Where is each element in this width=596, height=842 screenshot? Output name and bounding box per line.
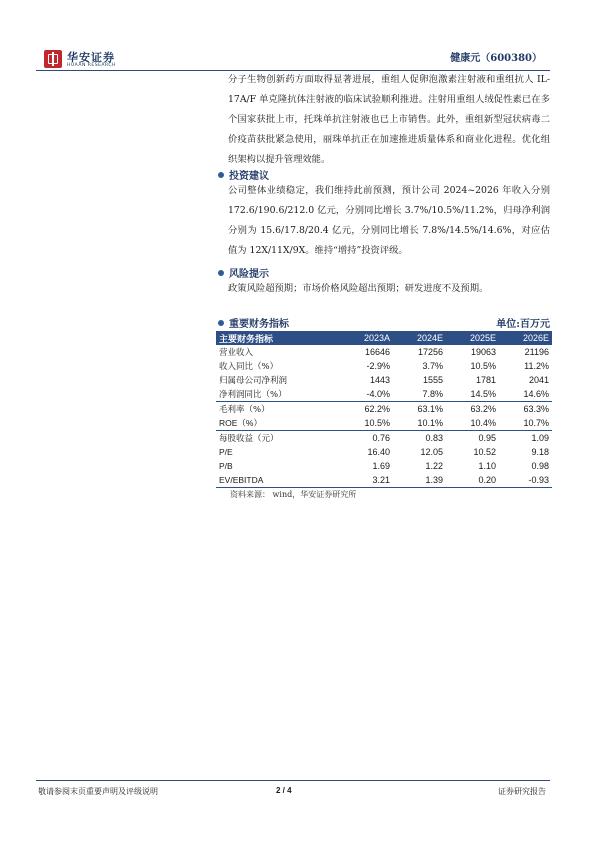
- bullet-icon: [218, 172, 224, 178]
- page-number: 2 / 4: [276, 786, 292, 795]
- table-row: [216, 345, 552, 359]
- footer-disclaimer: 敬请参阅末页重要声明及评级说明: [38, 787, 158, 796]
- cell: 10.7%: [499, 416, 552, 431]
- cell: 3.21: [340, 473, 393, 488]
- column-header: 2023A: [340, 331, 393, 345]
- cell: 0.20: [446, 473, 499, 488]
- cell: 14.5%: [446, 387, 499, 402]
- cell: 16.40: [367, 447, 390, 457]
- table-title: 重要财务指标: [218, 315, 289, 330]
- column-header: 2024E: [393, 331, 446, 345]
- table-row: [216, 359, 552, 373]
- table-source: 资料来源： wind，华安证券研究所: [230, 490, 357, 499]
- cell: 1.39: [393, 473, 446, 488]
- cell: 1.22: [425, 461, 443, 471]
- row-label: 归属母公司净利润: [219, 376, 288, 386]
- row-label: 营业收入: [219, 348, 254, 358]
- bullet-icon: [218, 320, 224, 326]
- cell: 0.98: [531, 461, 549, 471]
- cell: 9.18: [531, 447, 549, 457]
- cell: 63.3%: [523, 404, 549, 414]
- stock-name: 健康元（600380）: [450, 53, 542, 64]
- cell: 10.5%: [470, 361, 496, 371]
- table-row: [216, 473, 552, 488]
- table-header-row: [216, 331, 552, 345]
- row-label: P/E: [219, 447, 233, 457]
- cell: 63.1%: [417, 404, 443, 414]
- row-label: 净利润同比（%）: [216, 387, 340, 402]
- row-label: 收入同比（%）: [219, 362, 279, 372]
- table-header: [218, 313, 552, 329]
- cell: 0.95: [478, 433, 496, 443]
- cell: 1.09: [531, 433, 549, 443]
- cell: 1555: [422, 375, 443, 385]
- table-row: [216, 431, 552, 446]
- financial-table: [216, 331, 552, 488]
- footer-divider: [36, 780, 550, 781]
- column-header: 2025E: [446, 331, 499, 345]
- row-label: P/B: [219, 461, 233, 471]
- investment-section-title: 投资建议: [218, 167, 269, 182]
- row-label: 毛利率（%）: [219, 405, 270, 415]
- cell: 2041: [528, 375, 549, 385]
- cell: 1443: [369, 375, 390, 385]
- row-label: 每股收益（元）: [219, 434, 279, 444]
- column-header: 主要财务指标: [216, 331, 340, 345]
- cell: 14.6%: [499, 387, 552, 402]
- cell: 1781: [475, 375, 496, 385]
- cell: 10.4%: [446, 416, 499, 431]
- cell: 10.1%: [393, 416, 446, 431]
- cell: 1.69: [372, 461, 390, 471]
- cell: 11.2%: [524, 361, 549, 371]
- cell: 0.76: [372, 433, 390, 443]
- table-row: [216, 416, 552, 431]
- table-row: [216, 459, 552, 473]
- row-label: ROE（%）: [216, 416, 340, 431]
- cell: 12.05: [420, 447, 443, 457]
- table-row: [216, 402, 552, 417]
- cell: 10.52: [473, 447, 496, 457]
- investment-paragraph: 公司整体业绩稳定，我们维持此前预测，预计公司 2024~2026 年收入分别 172.6/190.6/212.0 亿元，分别同比增长 3.7%/10.5%/11.2%，归母净利润分别为 15.6/17.8/20.4 亿元，分别同比增长 7.8%/14.5%/14.6%，对应估值为 12X/11X/9X。维持“增持”投资评级。: [228, 185, 550, 256]
- column-header: 2026E: [499, 331, 552, 345]
- table-row: [216, 445, 552, 459]
- logo-subtext: HUAAN RESEARCH: [67, 63, 116, 68]
- table-row: [216, 387, 552, 402]
- cell: 62.2%: [364, 404, 390, 414]
- cell: 10.5%: [340, 416, 393, 431]
- cell: 19063: [470, 347, 496, 357]
- logo-text: 华安证券: [67, 51, 115, 64]
- bullet-icon: [218, 270, 224, 276]
- cell: -2.9%: [366, 361, 390, 371]
- cell: 7.8%: [393, 387, 446, 402]
- row-label: EV/EBITDA: [216, 473, 340, 488]
- cell: 16646: [364, 347, 390, 357]
- cell: 3.7%: [422, 361, 443, 371]
- cell: 21196: [524, 347, 549, 357]
- intro-paragraph: 分子生物创新药方面取得显著进展，重组人促卵泡激素注射液和重组抗人 IL-17A/F 单克隆抗体注射液的临床试验顺利推进。注射用重组人绒促性素已在多个国家获批上市，托珠单抗注射液也已上市销售。此外，重组新型冠状病毒二价疫苗获批紧急使用，丽珠单抗正在加速推进质量体系和商业化进程。优化组织架构以提升管理效能。: [228, 74, 550, 165]
- cell: 0.83: [425, 433, 443, 443]
- cell: -0.93: [499, 473, 552, 488]
- cell: -4.0%: [340, 387, 393, 402]
- cell: 17256: [417, 347, 443, 357]
- table-row: [216, 373, 552, 387]
- huaan-logo-icon: [44, 50, 62, 68]
- cell: 63.2%: [470, 404, 496, 414]
- page-header: [36, 40, 550, 68]
- risk-section-title: 风险提示: [218, 265, 269, 280]
- cell: 1.10: [478, 461, 496, 471]
- table-unit: 单位:百万元: [496, 319, 550, 330]
- footer-report-type: 证券研究报告: [498, 787, 546, 796]
- risk-paragraph: 政策风险超预期；市场价格风险超出预期；研发进度不及预期。: [228, 283, 489, 294]
